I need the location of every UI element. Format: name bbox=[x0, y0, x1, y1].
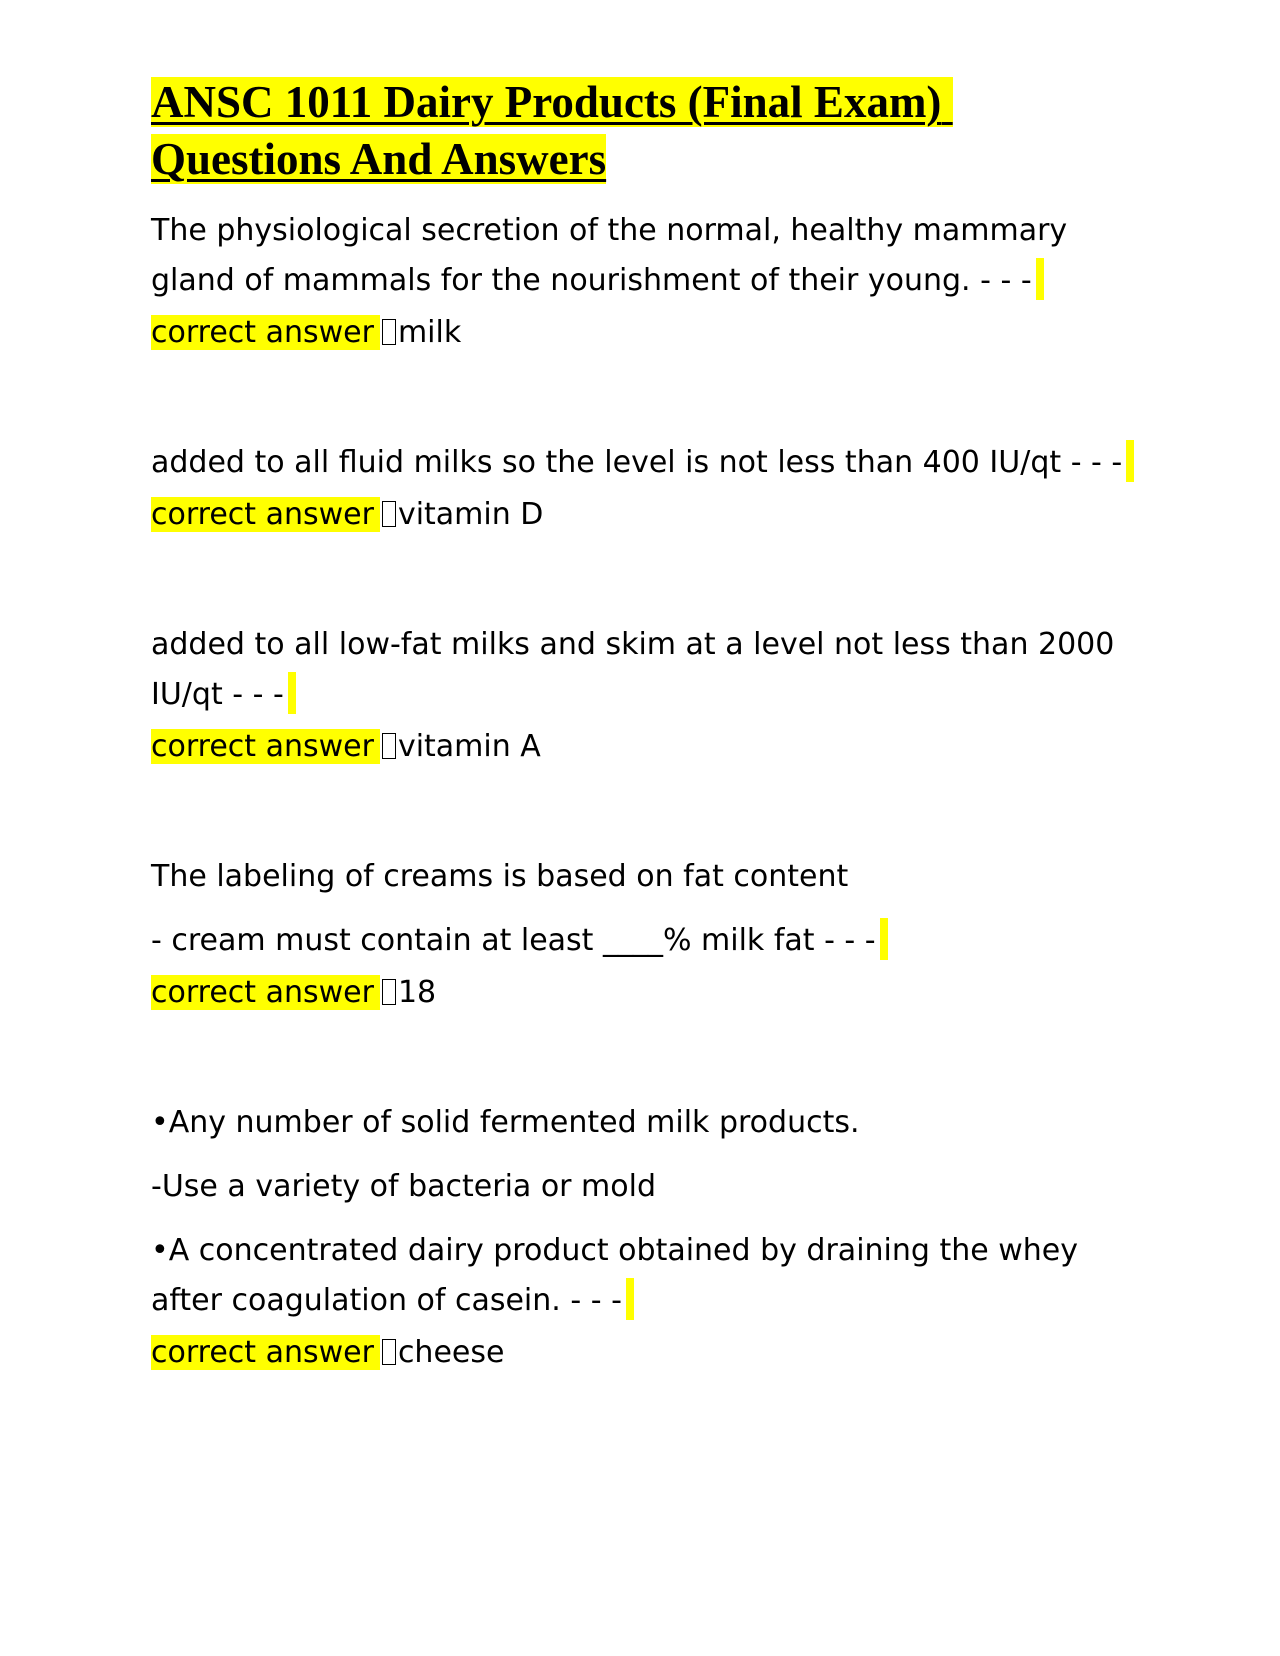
answer-label: correct answer bbox=[151, 315, 380, 350]
question-intro-2: -Use a variety of bacteria or mold bbox=[151, 1169, 657, 1204]
answer-line bbox=[151, 966, 1151, 1020]
answer-label: correct answer bbox=[151, 1335, 380, 1370]
highlight-mark bbox=[288, 672, 296, 714]
qa-item-1 bbox=[151, 206, 1151, 360]
qa-item-5 bbox=[151, 1098, 1151, 1380]
answer-label: correct answer bbox=[151, 729, 380, 764]
missing-glyph-icon bbox=[382, 501, 396, 527]
answer-text: vitamin D bbox=[397, 497, 544, 532]
qa-item-3 bbox=[151, 620, 1151, 774]
answer-line bbox=[151, 1326, 1151, 1380]
qa-item-4 bbox=[151, 852, 1151, 1020]
answer-text: milk bbox=[397, 315, 462, 350]
question-text: •A concentrated dairy product obtained by draining the whey after coagulation of casein. - - - bbox=[151, 1233, 1078, 1318]
answer-text: cheese bbox=[397, 1335, 505, 1370]
question-text: The physiological secretion of the normal, healthy mammary gland of mammals for the nourishment of their young. - - - bbox=[151, 213, 1068, 298]
question-text: added to all low-fat milks and skim at a level not less than 2000 IU/qt - - - bbox=[151, 627, 1115, 712]
question-text: added to all fluid milks so the level is not less than 400 IU/qt - - - bbox=[151, 438, 1151, 488]
document-body bbox=[151, 74, 1151, 1380]
answer-text: 18 bbox=[397, 975, 437, 1010]
answer-label: correct answer bbox=[151, 497, 380, 532]
question-intro: •Any number of solid fermented milk products. bbox=[151, 1105, 860, 1140]
question-text: - cream must contain at least ____% milk fat - - - bbox=[151, 916, 1151, 966]
document-title bbox=[151, 74, 1151, 188]
answer-line bbox=[151, 488, 1151, 542]
title-line-2: Questions And Answers bbox=[151, 134, 607, 184]
answer-text: vitamin A bbox=[397, 729, 541, 764]
highlight-mark bbox=[1036, 258, 1044, 300]
answer-line bbox=[151, 306, 1151, 360]
missing-glyph-icon bbox=[382, 1339, 396, 1365]
question-intro: The labeling of creams is based on fat content bbox=[151, 859, 849, 894]
answer-line bbox=[151, 720, 1151, 774]
missing-glyph-icon bbox=[382, 979, 396, 1005]
title-line-1: ANSC 1011 Dairy Products (Final Exam) bbox=[151, 77, 942, 127]
qa-item-2 bbox=[151, 438, 1151, 542]
missing-glyph-icon bbox=[382, 733, 396, 759]
highlight-mark bbox=[1126, 440, 1134, 482]
missing-glyph-icon bbox=[382, 319, 396, 345]
highlight-mark bbox=[880, 918, 888, 960]
answer-label: correct answer bbox=[151, 975, 380, 1010]
highlight-mark bbox=[626, 1278, 634, 1320]
